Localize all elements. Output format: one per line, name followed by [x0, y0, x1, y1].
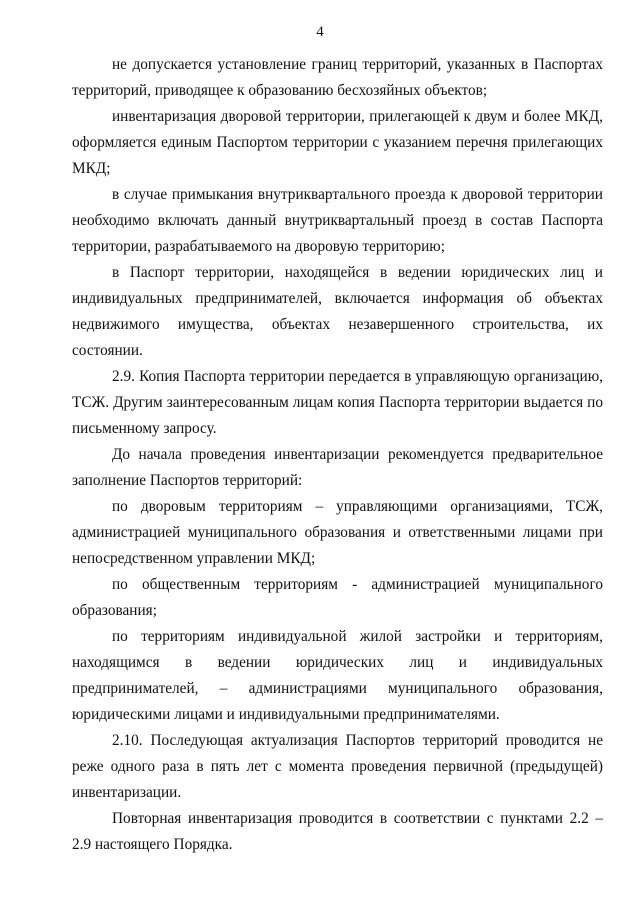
document-body	[72, 52, 603, 858]
paragraph-driveway: в случае примыкания внутриквартального проезда к дворовой территории необходимо включать данный внутриквартальный проезд в состав Паспорта территории, разрабатываемого на дворовую территорию;	[72, 186, 603, 255]
paragraph-repeat-inventory: Повторная инвентаризация проводится в соответствии с пунктами 2.2 – 2.9 настоящего Порядка.	[72, 810, 603, 853]
page-number: 4	[316, 24, 324, 40]
paragraph-public-territories: по общественным территориям - администрацией муниципального образования;	[72, 576, 603, 619]
paragraph-individual-housing: по территориям индивидуальной жилой застройки и территориям, находящимся в ведении юридических лиц и индивидуальных предпринимателей, – администрациями муниципального образования, юридическими лицами и индивидуальными предпринимателями.	[72, 628, 603, 723]
paragraph-legal-entities: в Паспорт территории, находящейся в ведении юридических лиц и индивидуальных предпринимателей, включается информация об объектах недвижимого имущества, объектах незавершенного строительства, их состоянии.	[72, 264, 603, 359]
paragraph-yard-territories: по дворовым территориям – управляющими организациями, ТСЖ, администрацией муниципального образования и ответственными лицами при непосредственном управлении МКД;	[72, 498, 603, 567]
paragraph-preliminary-fill: До начала проведения инвентаризации рекомендуется предварительное заполнение Паспортов территорий:	[72, 446, 603, 489]
paragraph-section-2-10: 2.10. Последующая актуализация Паспортов территорий проводится не реже одного раза в пять лет с момента проведения первичной (предыдущей) инвентаризации.	[72, 732, 603, 801]
paragraph-yard-inventory: инвентаризация дворовой территории, прилегающей к двум и более МКД, оформляется единым Паспортом территории с указанием перечня прилегающих МКД;	[72, 108, 603, 177]
paragraph-boundaries: не допускается установление границ территорий, указанных в Паспортах территорий, приводящее к образованию бесхозяйных объектов;	[72, 56, 603, 99]
paragraph-section-2-9: 2.9. Копия Паспорта территории передается в управляющую организацию, ТСЖ. Другим заинтересованным лицам копия Паспорта территории выдается по письменному запросу.	[72, 368, 603, 437]
